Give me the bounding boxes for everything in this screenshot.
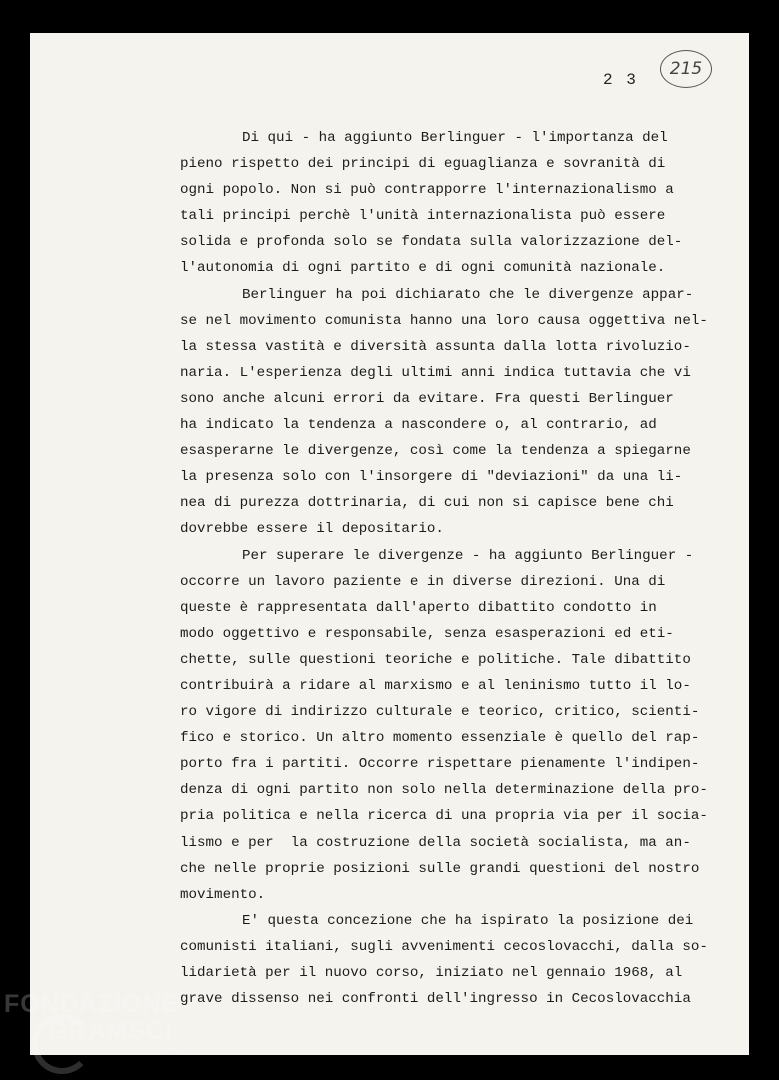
text-line: la stessa vastità e diversità assunta dalla lotta rivoluzio- [180, 338, 691, 355]
watermark-line-3: onlus [160, 1045, 187, 1057]
text-line: nea di purezza dottrinaria, di cui non si capisce bene chi [180, 495, 674, 512]
typewritten-body [180, 125, 740, 1012]
text-line: se nel movimento comunista hanno una loro causa oggettiva nel- [180, 312, 708, 329]
text-line: sono anche alcuni errori da evitare. Fra questi Berlinguer [180, 390, 674, 407]
paragraph-2 [180, 282, 740, 543]
text-line: chette, sulle questioni teoriche e politiche. Tale dibattito [180, 651, 691, 668]
text-line: l'autonomia di ogni partito e di ogni comunità nazionale. [180, 260, 666, 277]
paragraph-3 [180, 543, 740, 908]
text-line: modo oggettivo e responsabile, senza esasperazioni ed eti- [180, 625, 674, 642]
text-line: porto fra i partiti. Occorre rispettare pienamente l'indipen- [180, 756, 700, 773]
fondazione-gramsci-watermark [4, 992, 186, 1057]
archive-number-stamp: 215 [660, 50, 712, 88]
document-page [30, 33, 749, 1055]
text-line: Di qui - ha aggiunto Berlinguer - l'importanza del [242, 130, 668, 146]
watermark-line-1: FONDAZIONE [4, 990, 180, 1018]
text-line: ro vigore di indirizzo culturale e teorico, critico, scienti- [180, 704, 700, 721]
gramsci-logo-icon [32, 1014, 92, 1074]
text-line: ogni popolo. Non si può contrapporre l'internazionalismo a [180, 182, 674, 199]
text-line: queste è rappresentata dall'aperto dibattito condotto in [180, 599, 657, 616]
text-line: che nelle proprie posizioni sulle grandi questioni del nostro [180, 860, 700, 877]
watermark-line-2: GRAMSCI [48, 1017, 174, 1045]
text-line: pieno rispetto dei principi di eguaglianza e sovranità di [180, 156, 666, 173]
text-line: esasperarne le divergenze, così come la tendenza a spiegarne [180, 443, 691, 460]
text-line: occorre un lavoro paziente e in diverse direzioni. Una di [180, 573, 666, 590]
text-line: la presenza solo con l'insorgere di "deviazioni" da una li- [180, 469, 683, 486]
text-line: grave dissenso nei confronti dell'ingresso in Cecoslovacchia [180, 991, 691, 1008]
text-line: dovrebbe essere il depositario. [180, 521, 444, 538]
paragraph-4 [180, 908, 740, 1012]
text-line: ha indicato la tendenza a nascondere o, al contrario, ad [180, 417, 657, 434]
text-line: lismo e per la costruzione della società socialista, ma an- [180, 834, 691, 851]
page-number: 2 3 [603, 71, 638, 89]
text-line: contribuirà a ridare al marxismo e al leninismo tutto il lo- [180, 677, 691, 694]
text-line: lidarietà per il nuovo corso, iniziato nel gennaio 1968, al [180, 965, 683, 981]
text-line: Per superare le divergenze - ha aggiunto Berlinguer - [242, 547, 694, 564]
text-line: solida e profonda solo se fondata sulla valorizzazione del- [180, 234, 683, 251]
text-line: E' questa concezione che ha ispirato la posizione dei [242, 912, 694, 929]
text-line: comunisti italiani, sugli avvenimenti cecoslovacchi, dalla so- [180, 938, 708, 955]
text-line: Berlinguer ha poi dichiarato che le divergenze appar- [242, 286, 694, 303]
paragraph-1 [180, 125, 740, 282]
text-line: movimento. [180, 886, 266, 903]
text-line: denza di ogni partito non solo nella determinazione della pro- [180, 782, 708, 799]
text-line: fico e storico. Un altro momento essenziale è quello del rap- [180, 730, 700, 747]
text-line: naria. L'esperienza degli ultimi anni indica tuttavia che vi [180, 364, 691, 381]
text-line: tali principi perchè l'unità internazionalista può essere [180, 208, 666, 225]
text-line: pria politica e nella ricerca di una propria via per il socia- [180, 808, 708, 825]
